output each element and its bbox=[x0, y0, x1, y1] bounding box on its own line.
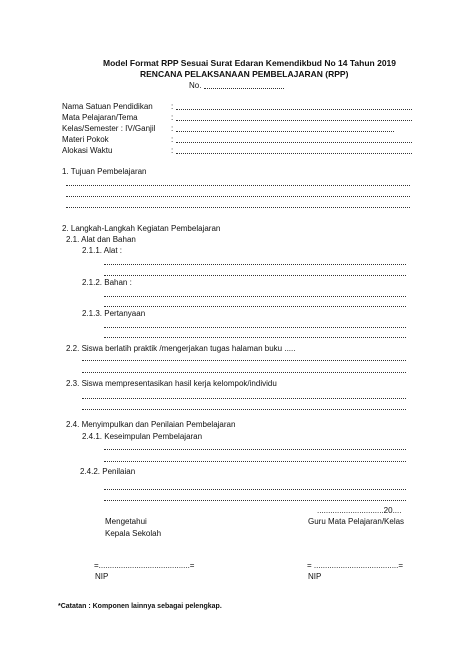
fill-line bbox=[82, 398, 406, 399]
document-title: RENCANA PELAKSANAAN PEMBELAJARAN (RPP) bbox=[140, 69, 349, 79]
fill-line bbox=[104, 327, 406, 328]
subsection-heading: 2.3. Siswa mempresentasikan hasil kerja kelompok/individu bbox=[66, 379, 277, 388]
subsubsection-heading: 2.1.3. Pertanyaan bbox=[82, 309, 146, 318]
fill-line bbox=[104, 489, 406, 490]
identity-label: Alokasi Waktu bbox=[62, 146, 113, 155]
identity-label: Mata Pelajaran/Tema bbox=[62, 113, 138, 122]
teacher-nip-label: NIP bbox=[308, 572, 322, 581]
fill-line bbox=[104, 264, 406, 265]
header-title: Model Format RPP Sesuai Surat Edaran Kemendikbud No 14 Tahun 2019 bbox=[103, 58, 397, 68]
approver-title: Mengetahui bbox=[105, 517, 147, 526]
identity-label: Kelas/Semester : IV/Ganjil bbox=[62, 124, 156, 133]
identity-sep: : bbox=[171, 124, 174, 133]
signature-date: ..............................20.... bbox=[317, 506, 402, 515]
section-heading: 2. Langkah-Langkah Kegiatan Pembelajaran bbox=[62, 224, 221, 233]
fill-line bbox=[82, 372, 406, 373]
fill-line bbox=[104, 500, 406, 501]
subsubsection-heading: 2.4.1. Keseimpulan Pembelajaran bbox=[82, 432, 203, 441]
fill-line bbox=[104, 275, 406, 276]
fill-line bbox=[104, 461, 406, 462]
identity-field bbox=[176, 109, 412, 110]
principal-nip-label: NIP bbox=[95, 572, 109, 581]
identity-sep: : bbox=[171, 102, 174, 111]
number-field bbox=[204, 88, 284, 89]
identity-sep: : bbox=[171, 135, 174, 144]
teacher-title: Guru Mata Pelajaran/Kelas bbox=[308, 517, 405, 526]
fill-line bbox=[104, 337, 406, 338]
fill-line bbox=[104, 449, 406, 450]
fill-line bbox=[66, 185, 410, 186]
subsection-heading: 2.4. Menyimpulkan dan Penilaian Pembelajaran bbox=[66, 420, 236, 429]
subsection-heading: 2.1. Alat dan Bahan bbox=[66, 235, 136, 244]
fill-line bbox=[66, 196, 410, 197]
footnote: *Catatan : Komponen lainnya sebagai pelengkap. bbox=[58, 603, 222, 610]
fill-line bbox=[66, 207, 410, 208]
identity-label: Materi Pokok bbox=[62, 135, 109, 144]
identity-field bbox=[176, 120, 412, 121]
subsection-heading: 2.2. Siswa berlatih praktik /mengerjakan tugas halaman buku ..... bbox=[66, 344, 296, 353]
fill-line bbox=[82, 409, 406, 410]
teacher-name-field: = ......................................= bbox=[307, 561, 404, 570]
fill-line bbox=[104, 306, 406, 307]
identity-sep: : bbox=[171, 113, 174, 122]
identity-sep: : bbox=[171, 146, 174, 155]
number-label: No. bbox=[189, 81, 202, 90]
subsubsection-heading: 2.1.2. Bahan : bbox=[82, 278, 132, 287]
fill-line bbox=[104, 296, 406, 297]
identity-label: Nama Satuan Pendidikan bbox=[62, 102, 153, 111]
subsubsection-heading: 2.1.1. Alat : bbox=[82, 246, 123, 255]
principal-name-field: =.........................................= bbox=[94, 561, 195, 570]
subsubsection-heading: 2.4.2. Penilaian bbox=[80, 467, 136, 476]
identity-field bbox=[176, 131, 394, 132]
fill-line bbox=[82, 360, 406, 361]
identity-field bbox=[176, 153, 412, 154]
identity-field bbox=[176, 142, 412, 143]
approver-role: Kepala Sekolah bbox=[105, 529, 162, 538]
section-heading: 1. Tujuan Pembelajaran bbox=[62, 167, 147, 176]
